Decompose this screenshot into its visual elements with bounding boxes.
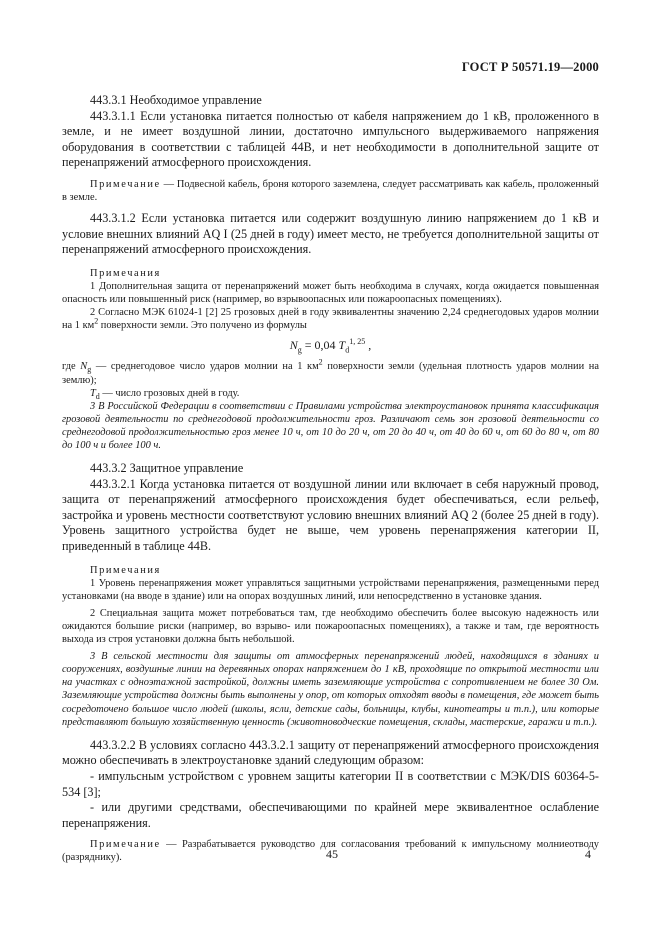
formula-ng-sub: g [297, 345, 302, 355]
note2-3-rural: 3 В сельской местности для защиты от атмосферных перенапряжений людей, находящихся в зданиях и сооружениях, воздушные линии на деревянных опорах напряжением до 1 кВ, проходящие по открытой местности или на участках с одноэтажной застройкой, должны иметь заземляющие устройства с сопротивлением не более 30 Ом. Заземляющие устройства должны быть выполнены у опор, от которых отходят вводы в помещения, где может быть сосредоточено большое число людей (школы, ясли, детские сады, больницы, клубы, кинотеатры и т.п.), или которые представляют большую хозяйственную ценность (животноводческие помещения, склады, мастерские, гаражи и т.п.). [62, 651, 599, 728]
formula-td: T [338, 338, 346, 353]
formula-ng: N [289, 338, 298, 353]
note-text-2: — Разрабатывается руководство для согласования требований к импульсному молниеотводу (разряднику). [62, 839, 599, 864]
clause-443-3-1-1: 443.3.1.1 Если установка питается полностью от кабеля напряжением до 1 кВ, проложенного в земле, и не имеет воздушной линии, достаточно импульсного выдерживаемого напряжения оборудования в соответствии с таблицей 44В, и нет необходимости в дополнительной защите от перенапряжений атмосферного происхождения. [62, 108, 599, 170]
note-2 [62, 306, 599, 332]
where-text-b: поверхности земли (удельная плотность ударов молнии на землю); [62, 361, 599, 386]
note-2-sup: 2 [94, 316, 99, 326]
clause-443-3-2-1: 443.3.2.1 Когда установка питается от воздушной линии или включает в себя наружный провод, защита от перенапряжений атмосферного происхождения будет обеспечиваться, если рельеф, застройка и уровень местности соответствуют условию внешних влияний AQ 2 (более 25 дней в году). Уровень защитного устройства будет не выше, чем уровень перенапряжения категории II, приведенный в таблице 44В. [62, 476, 599, 554]
notes-label-2: Примечания [90, 564, 161, 576]
note-label-2: Примечание [90, 839, 161, 851]
where-td-sub: d [95, 391, 100, 401]
where-word: где [62, 361, 81, 373]
section-heading-443-3-1: 443.3.1 Необходимое управление [90, 93, 262, 107]
sheet-number: 4 [585, 847, 591, 861]
note2-2: 2 Специальная защита может потребоваться там, где необходимо обеспечить более высокую надежность или ожидаются большие риски (например, во взрыво- или пожароопасных помещениях), а также и там, где вероятность выхода из строя установки должна быть небольшой. [62, 607, 599, 646]
where-ng-sub: g [87, 365, 92, 375]
where-ng: N [80, 361, 88, 373]
bullet-other-means: - или другими средствами, обеспечивающими по крайней мере эквивалентное ослабление перенапряжения. [62, 800, 599, 830]
page-body [62, 93, 599, 865]
formula-where-ng [62, 357, 599, 386]
lightning-formula [62, 336, 599, 354]
note-2-text-b: поверхности земли. Это получено из формулы [98, 320, 307, 332]
formula-coefficient: = 0,04 [301, 338, 339, 353]
page-number: 45 [326, 847, 338, 861]
section-heading-443-3-2: 443.3.2 Защитное управление [90, 461, 244, 476]
where-text-a: — среднегодовое число ударов молнии на 1 км [91, 361, 319, 373]
standard-code: ГОСТ Р 50571.19—2000 [461, 60, 599, 74]
where-td-text: — число грозовых дней в году. [99, 387, 240, 399]
note2-1: 1 Уровень перенапряжения может управляться защитными устройствами перенапряжения, размещенными перед установками (на вводе в здание) или на опорах воздушных линий, или непосредственно в установке здания. [62, 577, 599, 602]
note-cable [62, 178, 599, 204]
clause-443-3-2-2: 443.3.2.2 В условиях согласно 443.3.2.1 защиту от перенапряжений атмосферного происхождения можно обеспечивать в электроустановке зданий следующим образом: [62, 737, 599, 768]
where-td: T [90, 387, 96, 399]
note-text: — Подвесной кабель, броня которого заземлена, следует рассматривать как кабель, проложенный в земле. [62, 178, 599, 204]
formula-where-td [62, 387, 599, 400]
clause-443-3-1-2: 443.3.1.2 Если установка питается или содержит воздушную линию напряжением до 1 кВ и условие внешних влияний AQ I (25 дней в году) имеет место, не требуется дополнительной защиты от перенапряжений атмосферного происхождения. [62, 211, 599, 257]
notes-label: Примечания [90, 267, 161, 279]
where-sup: 2 [318, 357, 323, 367]
note-2-text-a: 2 Согласно МЭК 61024-1 [2] 25 грозовых дней в году эквивалентны значению 2,24 среднегодовых ударов молнии на 1 км [62, 307, 599, 332]
formula-end: , [365, 338, 372, 353]
note-1: 1 Дополнительная защита от перенапряжений может быть необходима в случаях, когда ожидается повышенная опасность или повышенный риск (например, во взрывоопасных или пожароопасных помещениях). [62, 281, 599, 306]
formula-td-sub: d [345, 345, 350, 355]
bullet-impulse-device: - импульсным устройством с уровнем защиты категории II в соответствии с МЭК/DIS 60364-5-534 [3]; [62, 768, 599, 799]
formula-exponent: 1, 25 [349, 337, 366, 347]
note-3-russia: 3 В Российской Федерации в соответствии с Правилами устройства электроустановок принята классификация грозовой деятельности по среднегодовой продолжительности гроз. Различают семь зон грозовой деятельности со среднегодовой продолжительностью гроз менее 10 ч, от 10 до 20 ч, от 20 до 40 ч, от 40 до 60 ч, от 60 до 80 ч, от 80 до 100 ч и более 100 ч. [62, 400, 599, 451]
note-label: Примечание [90, 178, 161, 190]
